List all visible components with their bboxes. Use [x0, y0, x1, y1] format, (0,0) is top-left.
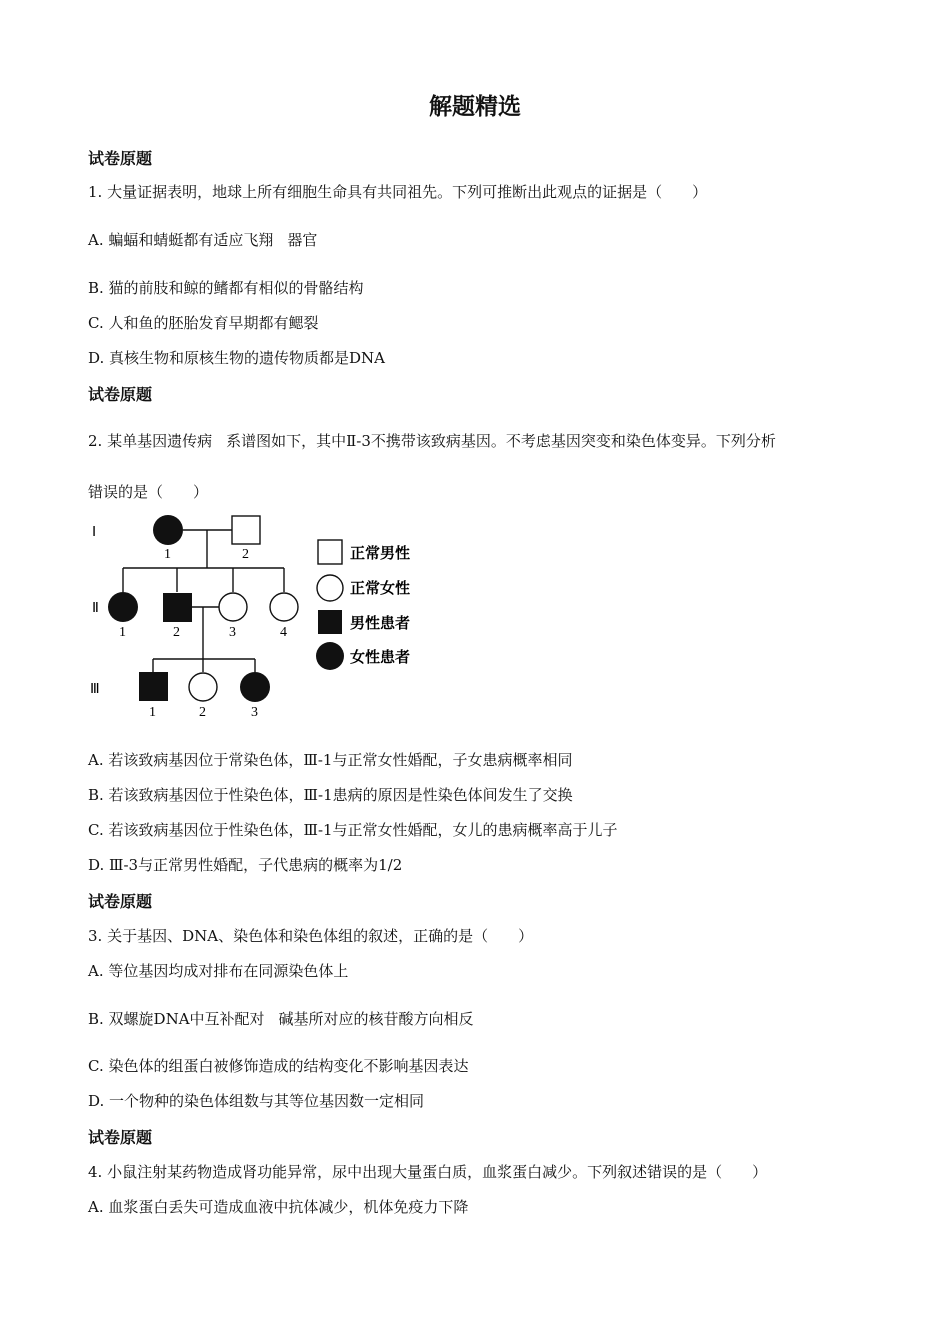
- legend-affected-female-label: 女性患者: [350, 648, 411, 666]
- ii3-number: 3: [229, 625, 236, 640]
- q4-option-a: A. 血浆蛋白丢失可造成血液中抗体减少，机体免疫力下降: [88, 1198, 469, 1216]
- q1-option-d: D. 真核生物和原核生物的遗传物质都是DNA: [88, 349, 386, 367]
- ii4-number: 4: [280, 625, 287, 640]
- q2-stem-line2: 错误的是（ ）: [88, 483, 209, 501]
- q3-stem: 3. 关于基因、DNA、染色体和染色体组的叙述，正确的是（ ）: [88, 927, 534, 945]
- i1-number: 1: [164, 547, 171, 562]
- section-heading-q1: 试卷原题: [88, 149, 153, 168]
- generation-label-ii: Ⅱ: [92, 601, 99, 616]
- q1-option-c: C. 人和鱼的胚胎发育早期都有鳃裂: [88, 314, 319, 332]
- q4-stem: 4. 小鼠注射某药物造成肾功能异常，尿中出现大量蛋白质，血浆蛋白减少。下列叙述错误的是（ ）: [88, 1163, 768, 1181]
- q1-stem: 1. 大量证据表明，地球上所有细胞生命具有共同祖先。下列可推断出此观点的证据是（ ）: [88, 183, 708, 201]
- legend-affected-female-symbol: [316, 642, 344, 670]
- iii1-number: 1: [149, 705, 156, 720]
- q3-option-d: D. 一个物种的染色体组数与其等位基因数一定相同: [88, 1092, 425, 1110]
- ii1-affected-female: [108, 592, 138, 622]
- legend-normal-male-symbol: [318, 540, 342, 564]
- section-heading-q3: 试卷原题: [88, 892, 153, 911]
- section-heading-q2: 试卷原题: [88, 385, 153, 404]
- q1-option-b: B. 猫的前肢和鲸的鳍都有相似的骨骼结构: [88, 279, 364, 297]
- iii2-number: 2: [199, 705, 206, 720]
- legend-affected-male-symbol: [318, 610, 342, 634]
- q3-option-a: A. 等位基因均成对排布在同源染色体上: [88, 962, 349, 980]
- i2-normal-male: [232, 516, 260, 544]
- q2-option-d: D. Ⅲ-3与正常男性婚配，子代患病的概率为1/2: [88, 856, 403, 874]
- legend-normal-female-label: 正常女性: [350, 579, 411, 597]
- iii2-normal-female: [189, 673, 217, 701]
- q2-stem-line1: 2. 某单基因遗传病 系谱图如下，其中Ⅱ-3不携带该致病基因。不考虑基因突变和染色体变异。下列分析: [88, 432, 776, 450]
- ii3-normal-female: [219, 593, 247, 621]
- i1-affected-female: [153, 515, 183, 545]
- ii1-number: 1: [119, 625, 126, 640]
- ii4-normal-female: [270, 593, 298, 621]
- iii3-number: 3: [251, 705, 258, 720]
- page-title: 解题精选: [429, 94, 521, 120]
- q2-option-c: C. 若该致病基因位于性染色体，Ⅲ-1与正常女性婚配，女儿的患病概率高于儿子: [88, 821, 618, 839]
- ii2-number: 2: [173, 625, 180, 640]
- legend-normal-female-symbol: [317, 575, 343, 601]
- q2-option-b: B. 若该致病基因位于性染色体，Ⅲ-1患病的原因是性染色体间发生了交换: [88, 786, 573, 804]
- pedigree-chart: [88, 510, 428, 725]
- q1-option-a: A. 蝙蝠和蜻蜓都有适应飞翔 器官: [88, 231, 318, 249]
- iii3-affected-female: [240, 672, 270, 702]
- legend-affected-male-label: 男性患者: [350, 614, 411, 632]
- generation-label-iii: Ⅲ: [90, 682, 100, 697]
- ii2-affected-male: [163, 593, 192, 622]
- q3-option-c: C. 染色体的组蛋白被修饰造成的结构变化不影响基因表达: [88, 1057, 469, 1075]
- generation-label-i: Ⅰ: [92, 525, 97, 540]
- legend-normal-male-label: 正常男性: [350, 544, 411, 562]
- q2-option-a: A. 若该致病基因位于常染色体，Ⅲ-1与正常女性婚配，子女患病概率相同: [88, 751, 573, 769]
- iii1-affected-male: [139, 672, 168, 701]
- q3-option-b: B. 双螺旋DNA中互补配对 碱基所对应的核苷酸方向相反: [88, 1010, 474, 1028]
- section-heading-q4: 试卷原题: [88, 1128, 153, 1147]
- i2-number: 2: [242, 547, 249, 562]
